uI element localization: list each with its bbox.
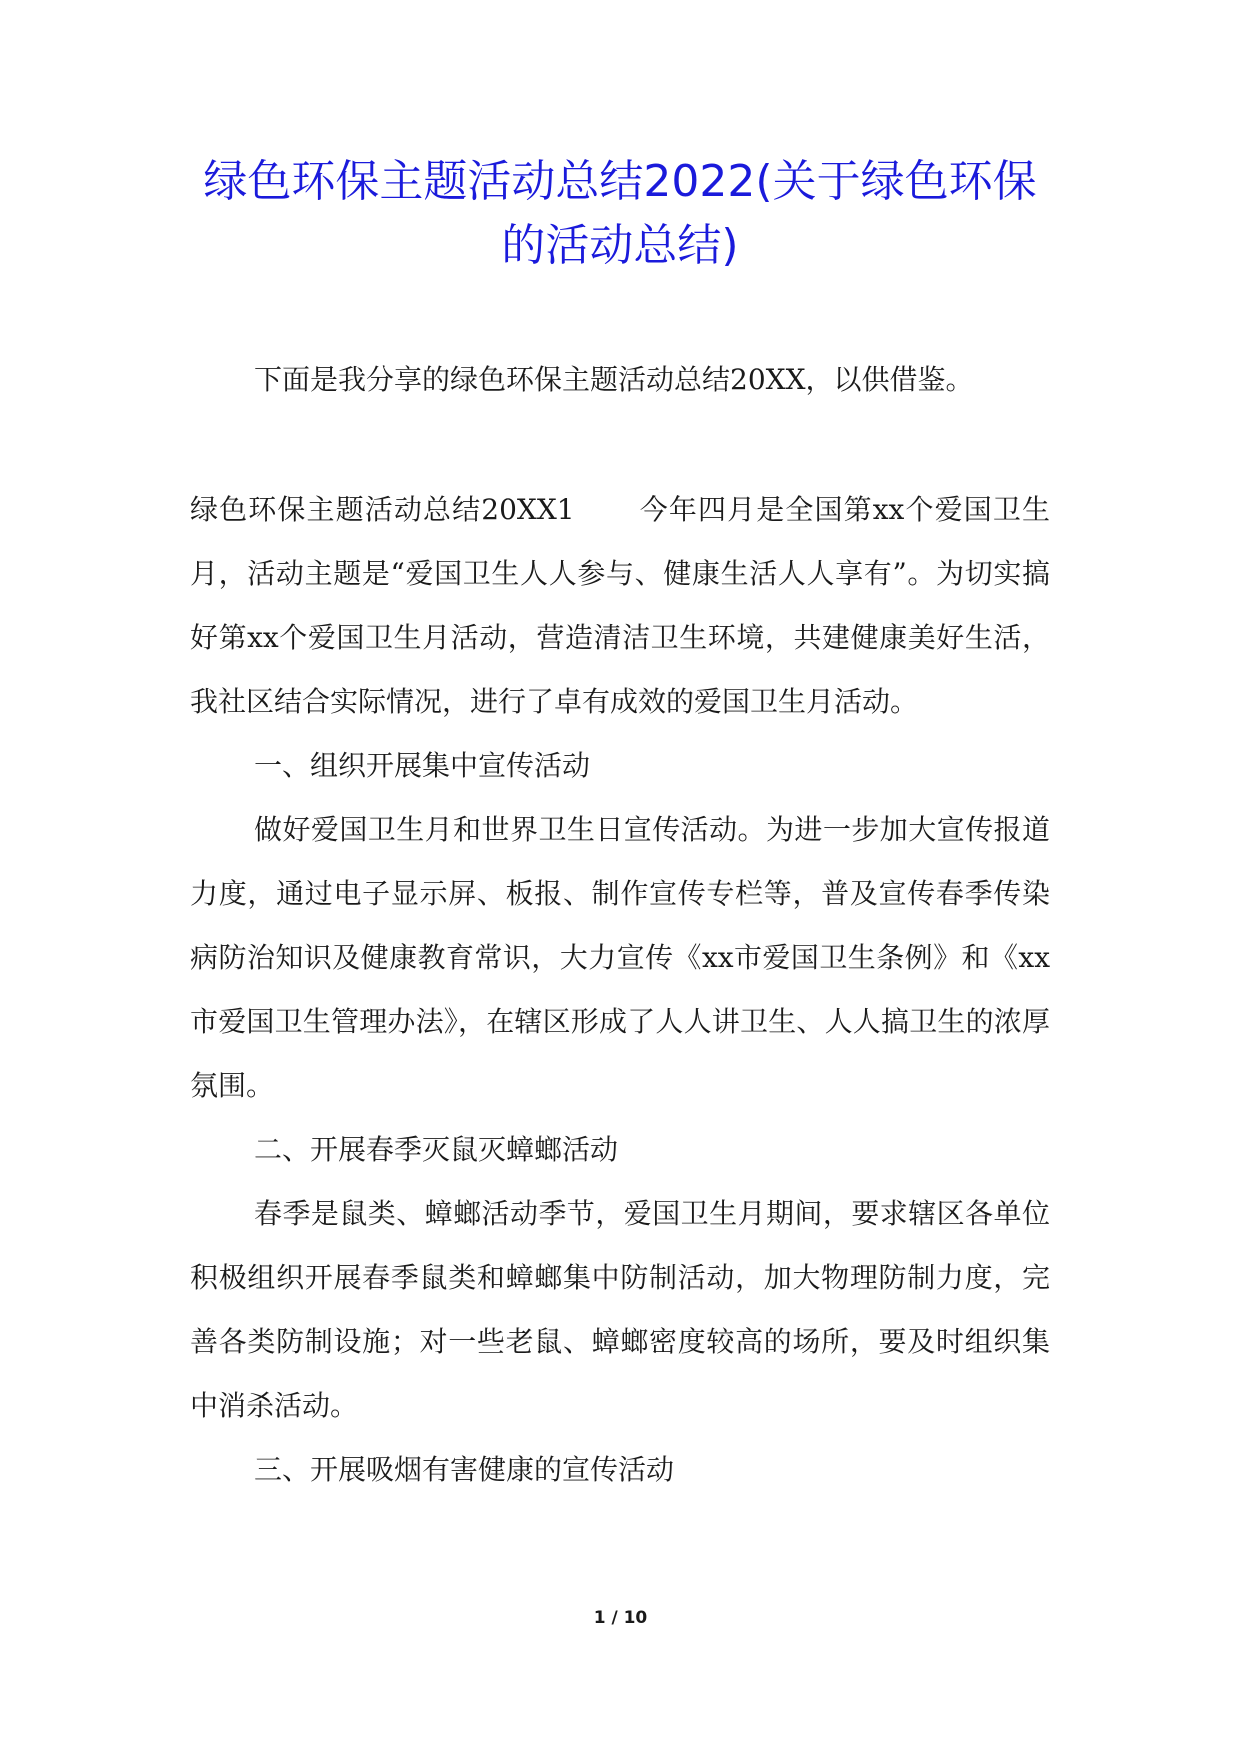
section-paragraph: 做好爱国卫生月和世界卫生日宣传活动。为进一步加大宣传报道力度，通过电子显示屏、板报、制作宣传专栏等，普及宣传春季传染病防治知识及健康教育常识，大力宣传《xx市爱国卫生条例》和《xx市爱国卫生管理办法》，在辖区形成了人人讲卫生、人人搞卫生的浓厚氛围。 [190, 813, 1050, 1102]
lead-heading: 绿色环保主题活动总结20XX1 [190, 493, 575, 526]
section-paragraph: 春季是鼠类、蟑螂活动季节，爱国卫生月期间，要求辖区各单位积极组织开展春季鼠类和蟑螂集中防制活动，加大物理防制力度，完善各类防制设施；对一些老鼠、蟑螂密度较高的场所，要及时组织集中消杀活动。 [190, 1197, 1050, 1422]
document-title: 绿色环保主题活动总结2022(关于绿色环保的活动总结) [203, 156, 1037, 271]
page-indicator: 1 / 10 [593, 1608, 648, 1628]
section-heading: 一、组织开展集中宣传活动 [254, 749, 591, 782]
intro-paragraph: 下面是我分享的绿色环保主题活动总结20XX，以供借鉴。 [254, 363, 974, 396]
section-heading: 三、开展吸烟有害健康的宣传活动 [254, 1453, 675, 1486]
document-body [190, 478, 1050, 1502]
section-heading: 二、开展春季灭鼠灭蟑螂活动 [254, 1133, 619, 1166]
lead-paragraph [190, 478, 1050, 734]
lead-text: 今年四月是全国第xx个爱国卫生月，活动主题是“爱国卫生人人参与、健康生活人人享有”。为切实搞好第xx个爱国卫生月活动，营造清洁卫生环境，共建健康美好生活，我社区结合实际情况，进行了卓有成效的爱国卫生月活动。 [190, 493, 1050, 718]
